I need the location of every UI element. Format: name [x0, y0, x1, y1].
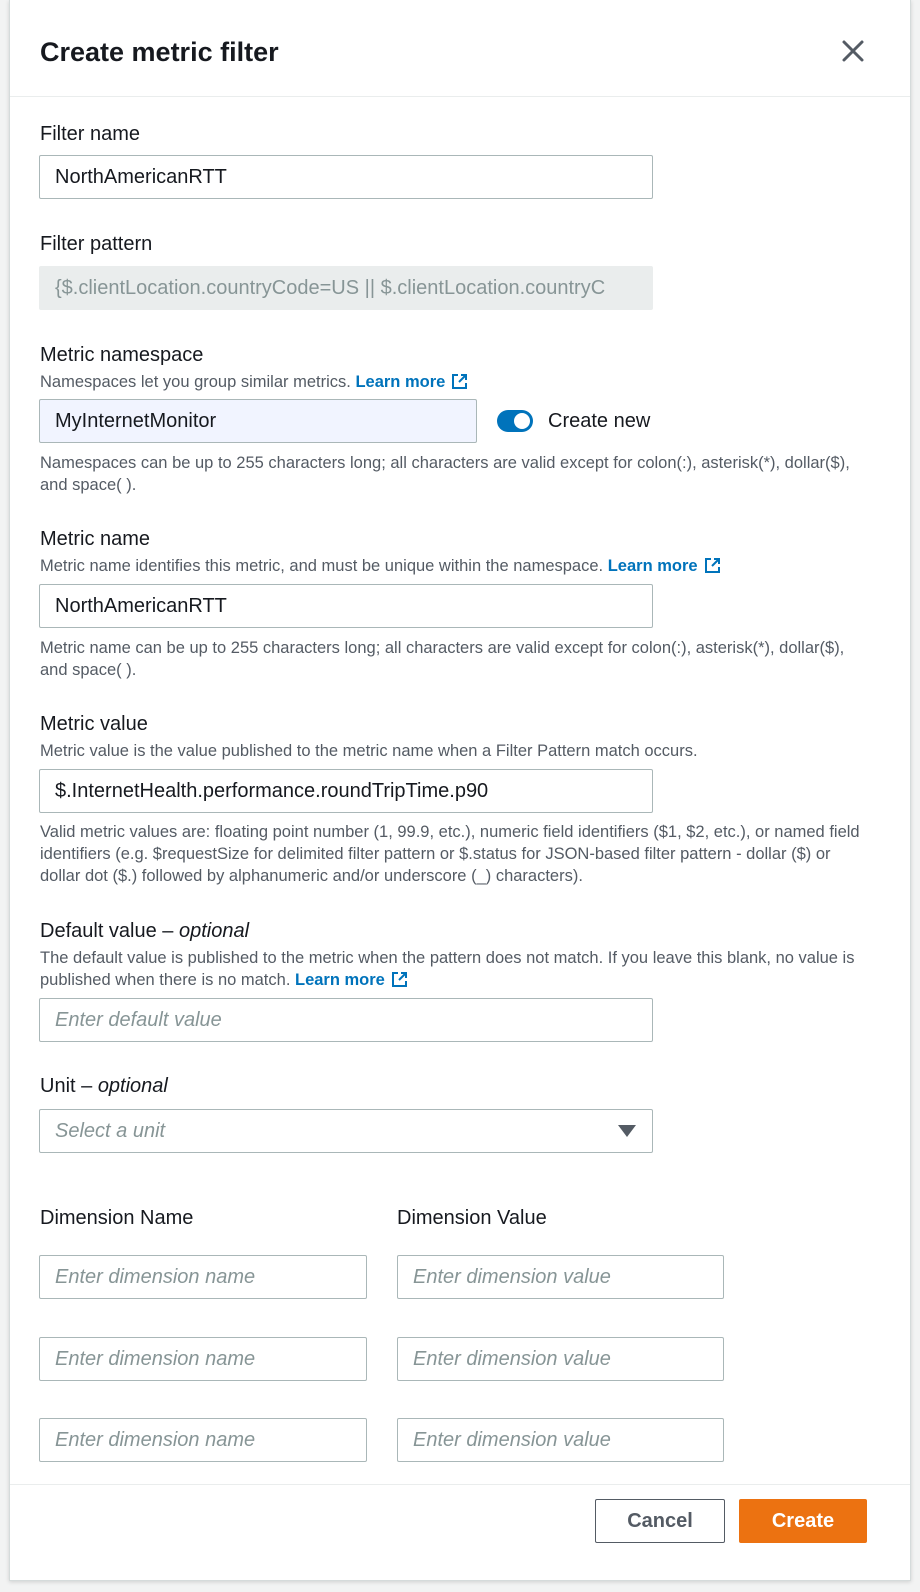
metric-namespace-description — [40, 371, 468, 393]
default-value-input[interactable] — [39, 998, 653, 1042]
dimension-name-placeholder: Enter dimension name — [55, 1429, 256, 1451]
metric-namespace-input[interactable] — [39, 399, 477, 443]
default-value-description-text: The default value is published to the metric when the pattern does not match. If you leave this blank, no value is published when there is no match. — [40, 949, 855, 989]
metric-name-hint: Metric name can be up to 255 characters long; all characters are valid except for colon(:), asterisk(*), dollar($), and space( ). — [40, 639, 845, 679]
optional-tag: optional — [178, 920, 250, 942]
metric-value-input[interactable] — [39, 769, 653, 813]
dimension-value-placeholder: Enter dimension value — [413, 1429, 611, 1451]
filter-pattern-input — [39, 266, 653, 310]
dimension-name-input-3[interactable] — [39, 1418, 367, 1462]
filter-name-value: NorthAmericanRTT — [55, 166, 227, 188]
metric-namespace-label: Metric namespace — [40, 344, 204, 366]
optional-tag: optional — [97, 1075, 168, 1097]
external-link-icon — [451, 373, 468, 390]
unit-select-placeholder: Select a unit — [55, 1120, 166, 1142]
footer-divider — [10, 1484, 910, 1485]
dimension-value-placeholder: Enter dimension value — [413, 1348, 611, 1370]
metric-value-hint: Valid metric values are: floating point number (1, 99.9, etc.), numeric field identifiers ($1, $2, etc.), or named field identifiers (e.g. $requestSize for delimited filter pattern or $.status for JSON-based filter pattern - dollar ($) or dollar dot ($.) followed by alphanumeric and/or underscore (_) characters). — [40, 823, 860, 885]
metric-namespace-hint: Namespaces can be up to 255 characters long; all characters are valid except for colon(:), asterisk(*), dollar($), and space( ). — [40, 454, 850, 494]
unit-label — [40, 1073, 168, 1099]
dimension-name-input-2[interactable] — [39, 1337, 367, 1381]
unit-label-text: Unit – — [40, 1075, 93, 1097]
metric-namespace-learn-more-link[interactable] — [355, 373, 468, 391]
metric-name-input[interactable] — [39, 584, 653, 628]
filter-pattern-value: {$.clientLocation.countryCode=US || $.clientLocation.countryC — [55, 277, 606, 299]
dimension-name-input-1[interactable] — [39, 1255, 367, 1299]
metric-name-value: NorthAmericanRTT — [55, 595, 227, 617]
filter-pattern-label: Filter pattern — [40, 233, 153, 255]
default-value-label-text: Default value – — [40, 920, 174, 942]
metric-value-description: Metric value is the value published to the metric name when a Filter Pattern match occurs. — [40, 742, 698, 760]
dimension-value-placeholder: Enter dimension value — [413, 1266, 611, 1288]
create-new-toggle[interactable] — [497, 410, 533, 432]
learn-more-text: Learn more — [607, 557, 698, 575]
close-icon — [838, 36, 868, 66]
dimension-value-input-2[interactable] — [397, 1337, 724, 1381]
metric-namespace-value: MyInternetMonitor — [55, 410, 217, 432]
modal-title: Create metric filter — [40, 37, 279, 67]
default-value-placeholder: Enter default value — [55, 1009, 222, 1031]
filter-name-label: Filter name — [40, 123, 141, 145]
dimension-value-header: Dimension Value — [397, 1207, 547, 1229]
metric-namespace-description-text: Namespaces let you group similar metrics. — [40, 373, 351, 391]
create-new-toggle-label: Create new — [548, 410, 651, 432]
default-value-description — [40, 947, 870, 991]
dimension-name-header: Dimension Name — [40, 1207, 194, 1229]
cancel-button[interactable]: Cancel — [595, 1499, 725, 1543]
create-button[interactable]: Create — [739, 1499, 867, 1543]
external-link-icon — [704, 557, 721, 574]
metric-value-value: $.InternetHealth.performance.roundTripTime.p90 — [55, 780, 489, 802]
dimension-name-placeholder: Enter dimension name — [55, 1348, 256, 1370]
caret-down-icon — [618, 1125, 636, 1137]
default-value-label — [40, 918, 249, 944]
default-value-learn-more-link[interactable] — [295, 971, 408, 989]
dimension-name-placeholder: Enter dimension name — [55, 1266, 256, 1288]
unit-select[interactable] — [39, 1109, 653, 1153]
toggle-knob — [514, 413, 530, 429]
metric-name-description-text: Metric name identifies this metric, and must be unique within the namespace. — [40, 557, 604, 575]
learn-more-text: Learn more — [295, 971, 385, 989]
metric-value-label: Metric value — [40, 713, 148, 735]
modal-header — [10, 0, 910, 97]
metric-name-learn-more-link[interactable] — [608, 557, 721, 575]
close-button[interactable] — [838, 36, 868, 66]
create-metric-filter-modal — [9, 0, 911, 1581]
learn-more-text: Learn more — [355, 373, 446, 391]
metric-name-label: Metric name — [40, 528, 151, 550]
dimension-value-input-1[interactable] — [397, 1255, 724, 1299]
filter-name-input[interactable] — [39, 155, 653, 199]
dimension-value-input-3[interactable] — [397, 1418, 724, 1462]
external-link-icon — [391, 971, 408, 988]
metric-name-description — [40, 555, 721, 577]
